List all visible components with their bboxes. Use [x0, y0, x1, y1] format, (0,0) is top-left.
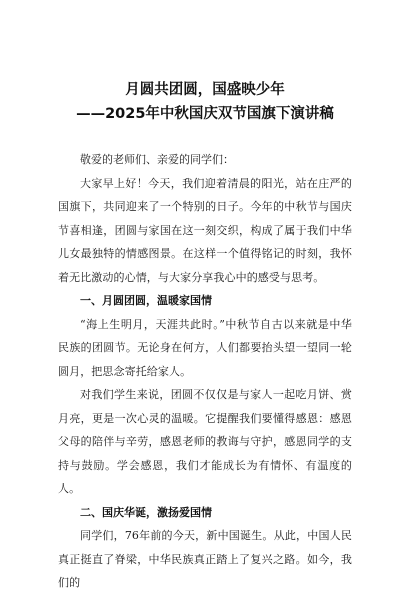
salutation: 敬爱的老师们、亲爱的同学们： — [80, 153, 234, 166]
paragraph-s2-1: 同学们，76年前的今天，新中国诞生。从此，中国人民真正挺直了脊梁，中华民族真正踏上了复兴之路。如今，我们的 — [58, 529, 352, 589]
section-heading-1: 一、月圆团圆，温暖家国情 — [80, 294, 212, 307]
paragraph-intro: 大家早上好！今天，我们迎着清晨的阳光，站在庄严的国旗下，共同迎来了一个特别的日子。今年的中秋节与国庆节喜相逢，团圆与家国在这一刻交织，构成了属于我们中华儿女最独特的情感图景。在这样一个值得铭记的时刻，我怀着无比激动的心情，与大家分享我心中的感受与思考。 — [58, 176, 352, 284]
title-spacer — [58, 126, 352, 148]
document-title-line2: ——2025年中秋国庆双节国旗下演讲稿 — [76, 106, 334, 122]
paragraph-s1-1: “海上生明月，天涯共此时。”中秋节自古以来就是中华民族的团圆节。无论身在何方，人们都要抬头望一望同一轮圆月，把思念寄托给家人。 — [58, 317, 352, 378]
document-title-line1: 月圆共团圆，国盛映少年 — [125, 82, 285, 98]
paragraph-s1-2: 对我们学生来说，团圆不仅仅是与家人一起吃月饼、赏月亮，更是一次心灵的温暖。它提醒我们要懂得感恩：感恩父母的陪伴与辛劳，感恩老师的教诲与守护，感恩同学的支持与鼓励。学会感恩，我们才能成长为有情怀、有温度的人。 — [58, 388, 352, 495]
section-heading-2: 二、国庆华诞，激扬爱国情 — [80, 505, 212, 519]
